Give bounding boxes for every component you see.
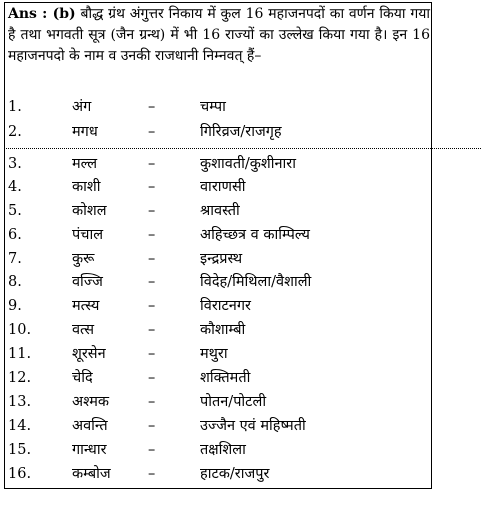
list-item <box>8 462 428 486</box>
capital-name: पोतन/पोटली <box>200 394 267 410</box>
dash-separator: – <box>148 418 156 434</box>
list-item <box>8 223 428 247</box>
janapada-name: अश्मक <box>72 394 110 410</box>
capital-name: श्रावस्ती <box>200 203 240 219</box>
janapada-name: वज्जि <box>72 274 103 290</box>
janapada-name: मगध <box>72 124 98 140</box>
capital-name: शक्तिमती <box>200 370 251 386</box>
capital-name: चम्पा <box>200 99 226 115</box>
dash-separator: – <box>148 179 156 195</box>
janapada-name: कुरू <box>72 251 95 267</box>
item-number: 2. <box>8 124 22 140</box>
dash-separator: – <box>148 370 156 386</box>
list-item <box>8 270 428 294</box>
list-item <box>8 390 428 414</box>
janapada-name: काशी <box>72 179 101 195</box>
item-number: 6. <box>8 227 22 243</box>
capital-name: इन्द्रप्रस्थ <box>200 251 243 267</box>
capital-name: हाटक/राजपुर <box>200 466 270 482</box>
item-number: 7. <box>8 251 22 267</box>
list-item <box>8 294 428 318</box>
janapada-name: कोशल <box>72 203 107 219</box>
janapada-name: कम्बोज <box>72 466 111 482</box>
dash-separator: – <box>148 251 156 267</box>
list-item <box>8 120 428 144</box>
capital-name: कुशावती/कुशीनारा <box>200 156 296 172</box>
list-item <box>8 247 428 271</box>
capital-name: उज्जैन एवं महिष्मती <box>200 418 306 434</box>
janapada-name: मत्स्य <box>72 298 100 314</box>
dash-separator: – <box>148 99 156 115</box>
item-number: 16. <box>8 466 32 482</box>
janapada-name: अंग <box>72 99 92 115</box>
dash-separator: – <box>148 442 156 458</box>
dash-separator: – <box>148 124 156 140</box>
dash-separator: – <box>148 227 156 243</box>
capital-name: वाराणसी <box>200 179 246 195</box>
list-item <box>8 199 428 223</box>
capital-name: तक्षशिला <box>200 442 246 458</box>
janapada-name: अवन्ति <box>72 418 108 434</box>
item-number: 4. <box>8 179 22 195</box>
list-item <box>8 366 428 390</box>
item-number: 9. <box>8 298 22 314</box>
dash-separator: – <box>148 466 156 482</box>
dash-separator: – <box>148 203 156 219</box>
janapada-name: गान्धार <box>72 442 107 458</box>
list-item <box>8 175 428 199</box>
item-number: 13. <box>8 394 32 410</box>
item-number: 15. <box>8 442 32 458</box>
capital-name: अहिच्छत्र व काम्पिल्य <box>200 227 310 243</box>
capital-name: मथुरा <box>200 346 228 362</box>
item-number: 8. <box>8 274 22 290</box>
item-number: 10. <box>8 322 32 338</box>
janapada-name: पंचाल <box>72 227 104 243</box>
capital-name: विराटनगर <box>200 298 251 314</box>
item-number: 1. <box>8 99 22 115</box>
item-number: 5. <box>8 203 22 219</box>
list-item <box>8 342 428 366</box>
list-item <box>8 318 428 342</box>
list-item <box>8 152 428 176</box>
janapada-name: मल्ल <box>72 156 98 172</box>
item-number: 11. <box>8 346 32 362</box>
list-item <box>8 414 428 438</box>
dash-separator: – <box>148 274 156 290</box>
dash-separator: – <box>148 346 156 362</box>
dash-separator: – <box>148 394 156 410</box>
answer-paragraph <box>8 4 430 67</box>
janapada-name: शूरसेन <box>72 346 106 362</box>
dash-separator: – <box>148 322 156 338</box>
janapada-name: वत्स <box>72 322 95 338</box>
answer-text: बौद्ध ग्रंथ अंगुत्तर निकाय में कुल 16 महाजनपदों का वर्णन किया गया है तथा भगवती सूत्र (जैन ग्रन्थ) में भी 16 राज्यों का उल्लेख किया गया है। इन 16 महाजनपदो के नाम व उनकी राजधानी निम्नवत् हैं– <box>8 6 430 64</box>
item-number: 14. <box>8 418 32 434</box>
list-item <box>8 95 428 119</box>
dash-separator: – <box>148 298 156 314</box>
item-number: 12. <box>8 370 32 386</box>
item-number: 3. <box>8 156 22 172</box>
list-item <box>8 438 428 462</box>
answer-label: Ans : (b) <box>8 6 76 22</box>
capital-name: गिरिव्रज/राजगृह <box>200 124 282 140</box>
janapada-name: चेदि <box>72 370 93 386</box>
capital-name: विदेह/मिथिला/वैशाली <box>200 274 312 290</box>
dash-separator: – <box>148 156 156 172</box>
dotted-divider <box>4 148 481 149</box>
capital-name: कौशाम्बी <box>200 322 246 338</box>
